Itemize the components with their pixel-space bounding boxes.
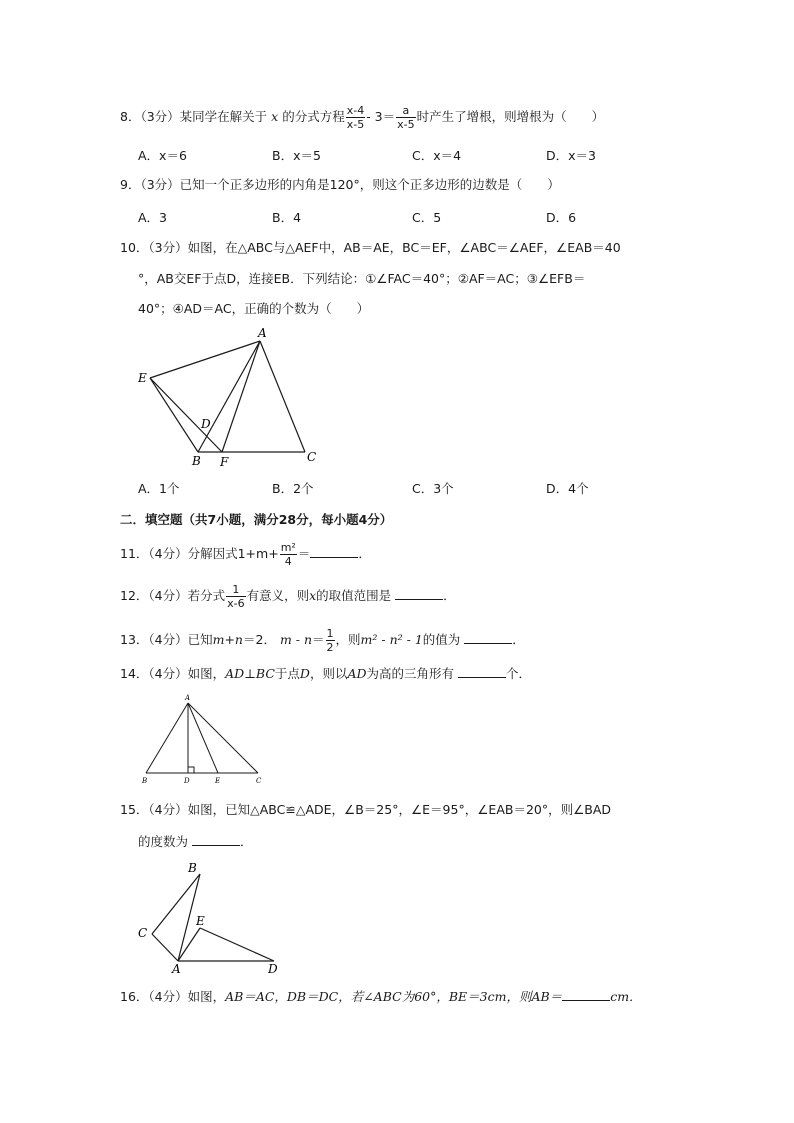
q16-unit: cm． (610, 989, 642, 1004)
q8-fraction-1 (346, 104, 365, 131)
q15-seg-AE (178, 928, 200, 961)
q8-f2-den: x-5 (397, 118, 415, 131)
q10-option-b: B．2个 (272, 481, 314, 496)
q11-f-den: 4 (284, 555, 292, 568)
q14-answer-blank[interactable] (458, 666, 506, 678)
q10-option-a: A．1个 (138, 481, 180, 496)
q14-label-d: D (184, 777, 190, 785)
q10-option-d: D．4个 (546, 481, 589, 496)
q8-f2-num: a (396, 104, 415, 118)
q12-mid: 有意义，则 (246, 588, 310, 603)
q12-fraction (226, 583, 245, 610)
q10-seg-EF (150, 378, 222, 452)
q14-label-c: C (256, 777, 262, 785)
q14-prefix: 14．（4分）如图， (120, 666, 226, 681)
q12-answer-blank[interactable] (395, 588, 443, 600)
q12-end: ． (443, 588, 456, 603)
q14-label-e: E (215, 777, 221, 785)
q9-option-d: D．6 (546, 210, 577, 225)
q8-option-d: D．x＝3 (546, 148, 596, 163)
q15-label-b: B (188, 861, 197, 875)
q14-t3: 为高的三角形有 (366, 666, 455, 681)
q8-text-b: 的分式方程 (282, 109, 345, 124)
q14-t1: 于点 (274, 666, 300, 681)
q15-label-a: A (172, 962, 181, 976)
q8-mid: - 3＝ (366, 109, 396, 124)
q15-answer-blank[interactable] (192, 834, 240, 846)
q12-prefix: 12．（4分）若分式 (120, 588, 226, 603)
q10-label-d: D (201, 417, 211, 431)
q10-seg-EB (150, 378, 198, 452)
q10-seg-AF (222, 341, 260, 452)
q15-label-c: C (138, 926, 148, 940)
q10-label-c: C (307, 450, 317, 464)
q15-end: ． (240, 834, 253, 849)
q13-t4: 的值为 (422, 632, 461, 647)
q14-seg-AC (188, 703, 258, 773)
q12-text: 的取值范围是 (316, 588, 392, 603)
q14-figure (138, 693, 268, 785)
q16-prefix: 16．（4分）如图， (120, 989, 226, 1004)
q8-option-b: B．x＝5 (272, 148, 321, 163)
q13-expr-2: m - n (279, 632, 313, 647)
q8-option-c: C．x＝4 (412, 148, 462, 163)
q8-line (120, 104, 604, 131)
q14-expr-2: D (299, 666, 310, 681)
q10-figure (130, 326, 330, 471)
q10-label-b: B (192, 454, 201, 468)
q13-answer-blank[interactable] (464, 632, 512, 644)
q9-option-c: C．5 (412, 210, 442, 225)
q16-text: AB＝AC，DB＝DC，若∠ABC为60°，BE＝3cm，则AB＝ (225, 989, 563, 1004)
q11-end: ． (358, 546, 371, 561)
q8-fraction-2 (396, 104, 415, 131)
q10-option-c: C．3个 (412, 481, 454, 496)
q11-suffix: ＝ (297, 546, 311, 561)
q11-f-num: m² (280, 541, 296, 554)
q8-f1-num: x-4 (346, 104, 365, 117)
q15-label-d: D (268, 962, 278, 976)
q8-var-x: x (271, 109, 279, 124)
q15-seg-CA (152, 934, 178, 961)
q11-answer-blank[interactable] (310, 546, 358, 558)
q15-seg-ED (200, 928, 274, 961)
q10-seg-AB (198, 341, 260, 452)
q8-text-a: 某同学在解关于 (179, 109, 268, 124)
q8-option-a: A．x＝6 (138, 148, 187, 163)
q13-end: ． (512, 632, 525, 647)
q8-text-c: 时产生了增根，则增根为（ ） (416, 109, 605, 124)
q12-f-num: 1 (226, 583, 245, 597)
q8-score: （3分） (140, 109, 180, 124)
q13-f-num: 1 (326, 627, 334, 640)
q9-option-b: B．4 (272, 210, 302, 225)
q14-expr-3: AD (347, 666, 367, 681)
q14-end: 个． (506, 666, 532, 681)
q13-fraction (326, 627, 335, 654)
q13-f-den: 2 (326, 641, 334, 654)
q12-f-den: x-6 (227, 597, 245, 610)
q12-line (120, 583, 456, 610)
section-2-heading: 二．填空题（共7小题，满分28分，每小题4分） (120, 512, 393, 527)
q14-right-angle-mark (188, 767, 194, 773)
q15-figure (134, 858, 284, 978)
q15-line-1: 15．（4分）如图，已知△ABC≌△ADE，∠B＝25°，∠E＝95°，∠EAB＝20°，则∠BAD (120, 802, 612, 817)
q14-seg-AB (146, 703, 188, 773)
q16-line (120, 989, 642, 1005)
q9-option-a: A．3 (138, 210, 168, 225)
q14-label-a: A (185, 694, 191, 702)
q13-expr-3: m² - n² - 1 (360, 632, 423, 647)
q13-t1: ＝2． (243, 632, 276, 647)
q10-line-3: 40°；④AD＝AC，正确的个数为（ ） (138, 301, 370, 316)
q16-answer-blank[interactable] (562, 989, 610, 1001)
q15-line-2 (138, 834, 253, 850)
q15-line2-text: 的度数为 (138, 834, 189, 849)
q14-label-b: B (142, 777, 148, 785)
q13-expr-1: m+n (212, 632, 243, 647)
q10-line-2: °，AB交EF于点D，连接EB．下列结论：①∠FAC＝40°；②AF＝AC；③∠EFB＝ (138, 271, 586, 286)
q13-prefix: 13．（4分）已知 (120, 632, 213, 647)
q14-line (120, 666, 531, 682)
q11-expr: 1+m+ (237, 546, 279, 561)
q11-line (120, 541, 371, 568)
q10-seg-AC (260, 341, 305, 452)
q15-label-e: E (196, 914, 205, 928)
q10-seg-EA (150, 341, 260, 378)
q13-t3: ，则 (335, 632, 361, 647)
q14-expr-1: AD⊥BC (225, 666, 275, 681)
q14-seg-AE (188, 703, 218, 773)
q13-t2: ＝ (312, 632, 325, 647)
q10-label-a: A (258, 326, 267, 340)
q8-number: 8． (120, 109, 141, 124)
q10-line-1: 10．（3分）如图，在△ABC与△AEF中，AB＝AE，BC＝EF，∠ABC＝∠AEF，∠EAB＝40 (120, 240, 621, 255)
q11-prefix: 11．（4分）分解因式 (120, 546, 238, 561)
q10-label-e: E (138, 371, 147, 385)
q9-line: 9．（3分）已知一个正多边形的内角是120°，则这个正多边形的边数是（ ） (120, 177, 560, 192)
q8-f1-den: x-5 (346, 118, 365, 131)
q11-fraction (280, 541, 297, 568)
q12-var-x: x (309, 588, 317, 603)
q14-t2: ，则以 (309, 666, 348, 681)
q13-line (120, 627, 525, 654)
q10-label-f: F (220, 455, 229, 469)
